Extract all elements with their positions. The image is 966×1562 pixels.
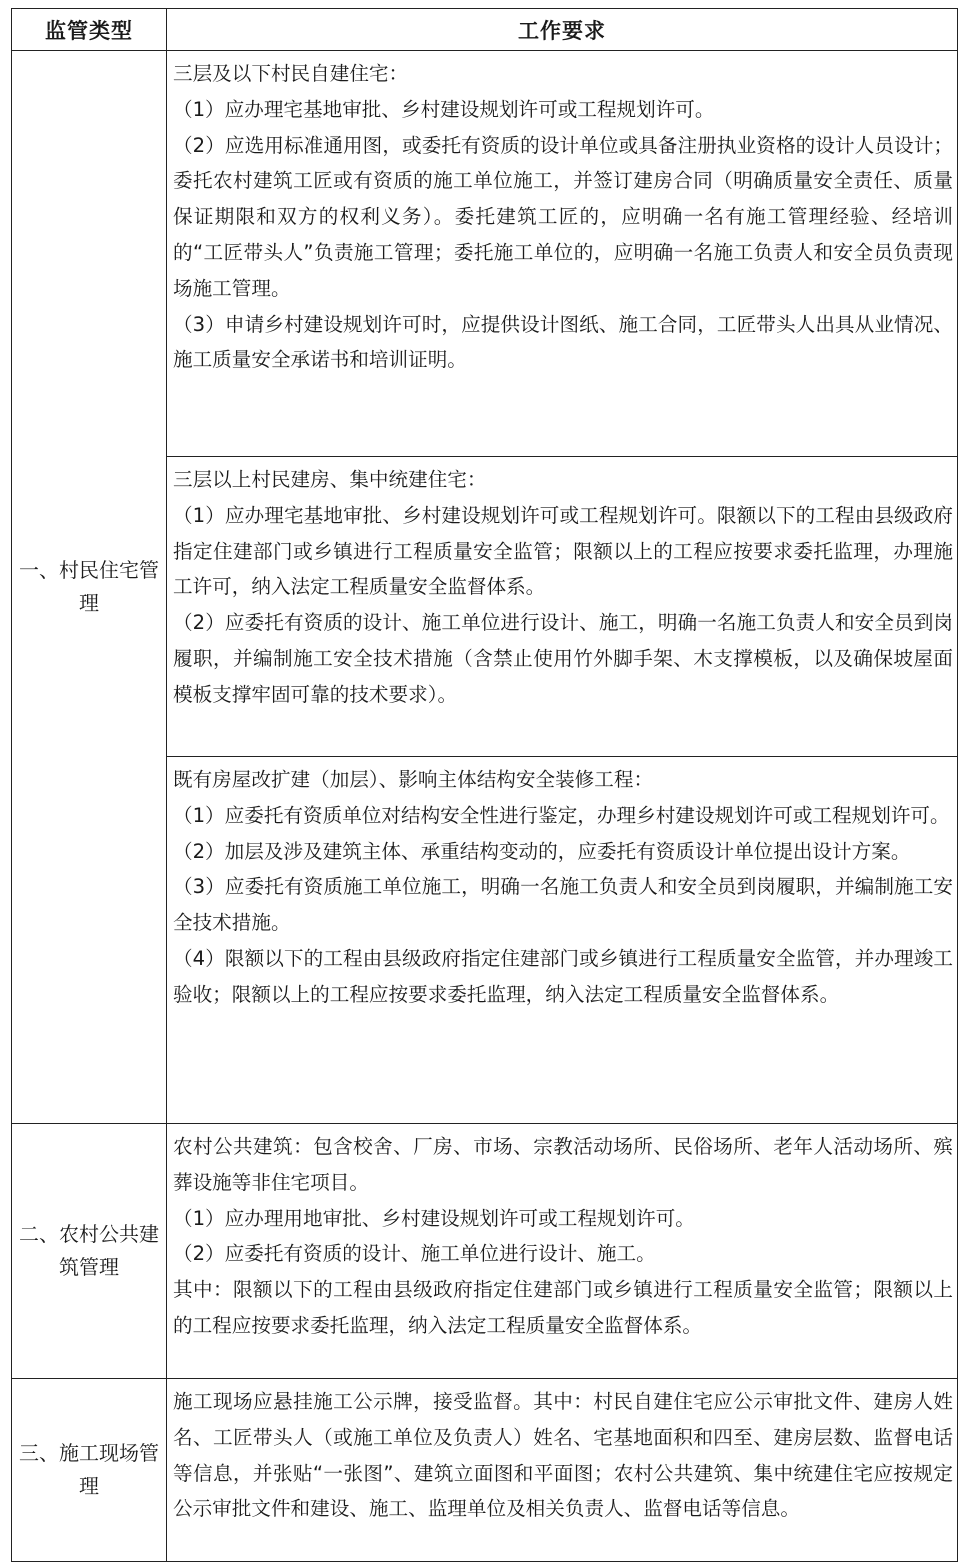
requirement-item: （3）申请乡村建设规划许可时，应提供设计图纸、施工合同，工匠带头人出具从业情况、施工质量安全承诺书和培训证明。 — [173, 312, 953, 372]
type-label: 三、施工现场管理 — [19, 1441, 159, 1498]
requirement-item: （2）应委托有资质的设计、施工单位进行设计、施工，明确一名施工负责人和安全员到岗履职，并编制施工安全技术措施（含禁止使用竹外脚手架、木支撑模板，以及确保坡屋面模板支撑牢固可靠的技术要求）。 — [173, 611, 953, 706]
header-type: 监管类型 — [12, 9, 167, 51]
requirement-heading: 农村公共建筑：包含校舍、厂房、市场、宗教活动场所、民俗场所、老年人活动场所、殡葬设施等非住宅项目。 — [173, 1135, 953, 1194]
requirement-item: （1）应办理用地审批、乡村建设规划许可或工程规划许可。 — [173, 1206, 695, 1230]
requirement-item: （3）应委托有资质施工单位施工，明确一名施工负责人和安全员到岗履职，并编制施工安全技术措施。 — [173, 875, 953, 935]
requirement-cell — [167, 757, 958, 1124]
requirement-cell — [167, 457, 958, 757]
header-requirement: 工作要求 — [167, 9, 958, 51]
regulation-table — [11, 8, 958, 1562]
requirement-heading: 三层以上村民建房、集中统建住宅： — [173, 468, 487, 491]
requirement-item: （1）应办理宅基地审批、乡村建设规划许可或工程规划许可。 — [173, 97, 715, 121]
table-header-row — [12, 9, 958, 51]
requirement-item: （2）加层及涉及建筑主体、承重结构变动的，应委托有资质设计单位提出设计方案。 — [173, 839, 911, 863]
requirement-item: （2）应选用标准通用图，或委托有资质的设计单位或具备注册执业资格的设计人员设计；委托农村建筑工匠或有资质的施工单位施工，并签订建房合同（明确质量安全责任、质量保证期限和双方的权利义务）。委托建筑工匠的，应明确一名有施工管理经验、经培训的“工匠带头人”负责施工管理；委托施工单位的，应明确一名施工负责人和安全员负责现场施工管理。 — [173, 133, 953, 300]
requirement-cell — [167, 1124, 958, 1379]
requirement-item: （1）应办理宅基地审批、乡村建设规划许可或工程规划许可。限额以下的工程由县级政府指定住建部门或乡镇进行工程质量安全监管；限额以上的工程应按要求委托监理，办理施工许可，纳入法定工程质量安全监督体系。 — [173, 503, 953, 599]
table-row — [12, 51, 958, 457]
requirement-item: （2）应委托有资质的设计、施工单位进行设计、施工。 — [173, 1242, 656, 1266]
type-cell-public-building — [12, 1124, 167, 1379]
type-cell-villager-housing — [12, 51, 167, 1124]
table-row — [12, 1379, 958, 1562]
requirement-heading: 既有房屋改扩建（加层）、影响主体结构安全装修工程： — [173, 768, 654, 791]
requirement-cell — [167, 51, 958, 457]
type-cell-site-management — [12, 1379, 167, 1562]
requirement-heading: 三层及以下村民自建住宅： — [173, 62, 409, 85]
requirement-item: 施工现场应悬挂施工公示牌，接受监督。其中：村民自建住宅应公示审批文件、建房人姓名、工匠带头人（或施工单位及负责人）姓名、宅基地面积和四至、建房层数、监督电话等信息，并张贴“一张图”、建筑立面图和平面图；农村公共建筑、集中统建住宅应按规定公示审批文件和建设、施工、监理单位及相关负责人、监督电话等信息。 — [173, 1390, 953, 1521]
requirement-cell — [167, 1379, 958, 1562]
type-label: 一、村民住宅管理 — [19, 558, 159, 615]
requirement-item: （1）应委托有资质单位对结构安全性进行鉴定，办理乡村建设规划许可或工程规划许可。 — [173, 803, 950, 827]
requirement-item: （4）限额以下的工程由县级政府指定住建部门或乡镇进行工程质量安全监管，并办理竣工验收；限额以上的工程应按要求委托监理，纳入法定工程质量安全监督体系。 — [173, 946, 953, 1006]
type-label: 二、农村公共建筑管理 — [19, 1222, 159, 1279]
table-row — [12, 1124, 958, 1379]
requirement-item: 其中：限额以下的工程由县级政府指定住建部门或乡镇进行工程质量安全监管；限额以上的工程应按要求委托监理，纳入法定工程质量安全监督体系。 — [173, 1278, 953, 1337]
